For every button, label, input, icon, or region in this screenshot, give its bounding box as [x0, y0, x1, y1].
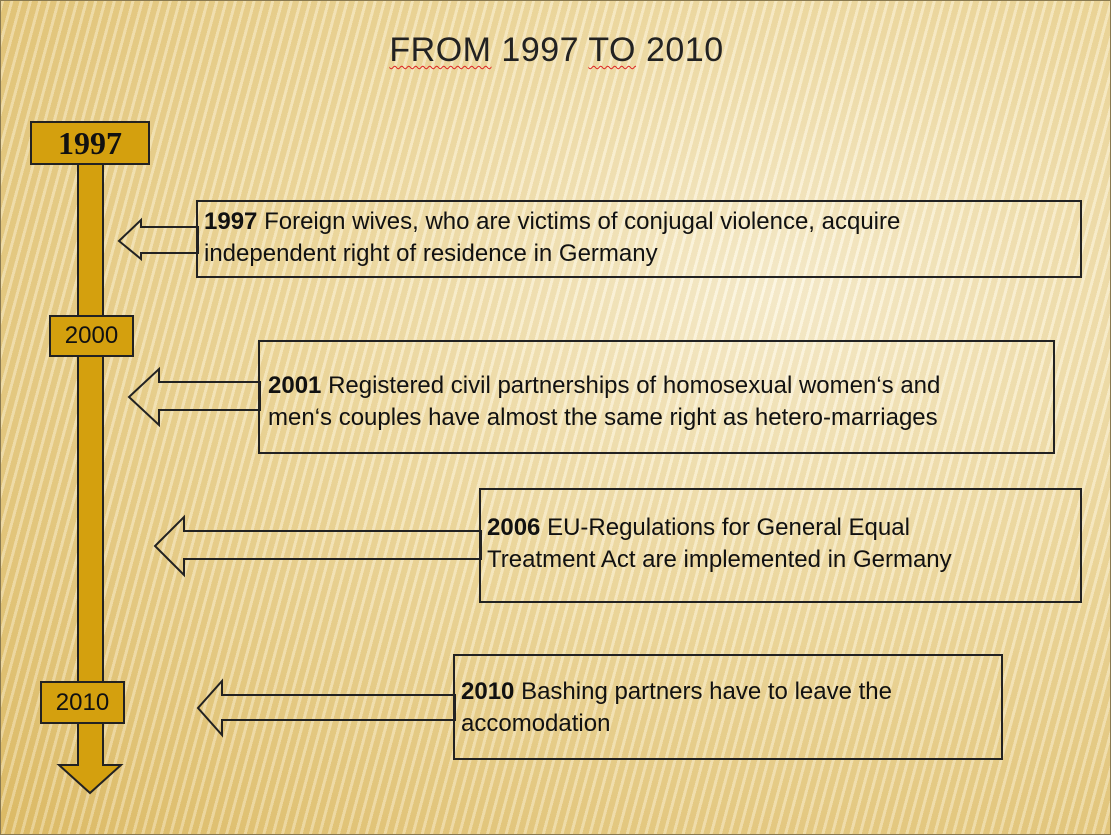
event-arrow-3 — [155, 517, 481, 575]
title-word-to: TO — [588, 31, 637, 69]
title-year-start: 1997 — [501, 31, 580, 69]
title-year-end: 2010 — [645, 31, 724, 69]
event-year: 1997 — [204, 208, 258, 235]
event-box-1997 — [196, 200, 1082, 278]
timeline-start-year: 1997 — [30, 121, 150, 165]
event-text-line2: accomodation — [461, 710, 611, 737]
event-text-line2: Treatment Act are implemented in Germany — [487, 546, 952, 573]
event-text-line1: Foreign wives, who are victims of conjugal violence, acquire — [264, 208, 901, 235]
timeline-mid-year: 2000 — [49, 315, 134, 357]
timeline-end-year: 2010 — [40, 681, 125, 724]
event-text-line1: Bashing partners have to leave the — [521, 678, 892, 705]
event-arrow-4 — [198, 681, 455, 735]
event-text-line1: Registered civil partnerships of homosexual women‘s and — [328, 372, 941, 399]
event-box-2006 — [479, 488, 1082, 603]
event-year: 2006 — [487, 514, 541, 541]
event-text-line2: independent right of residence in Germany — [204, 240, 658, 267]
event-box-2001 — [258, 340, 1055, 454]
title-word-from: FROM — [389, 31, 492, 69]
event-box-2010 — [453, 654, 1003, 760]
event-text-line1: EU-Regulations for General Equal — [547, 514, 910, 541]
event-year: 2010 — [461, 678, 515, 705]
event-arrow-1 — [119, 220, 198, 259]
slide-title — [1, 31, 1111, 70]
event-year: 2001 — [268, 372, 322, 399]
event-arrow-2 — [129, 369, 260, 425]
event-text-line2: men‘s couples have almost the same right as hetero-marriages — [268, 404, 938, 431]
